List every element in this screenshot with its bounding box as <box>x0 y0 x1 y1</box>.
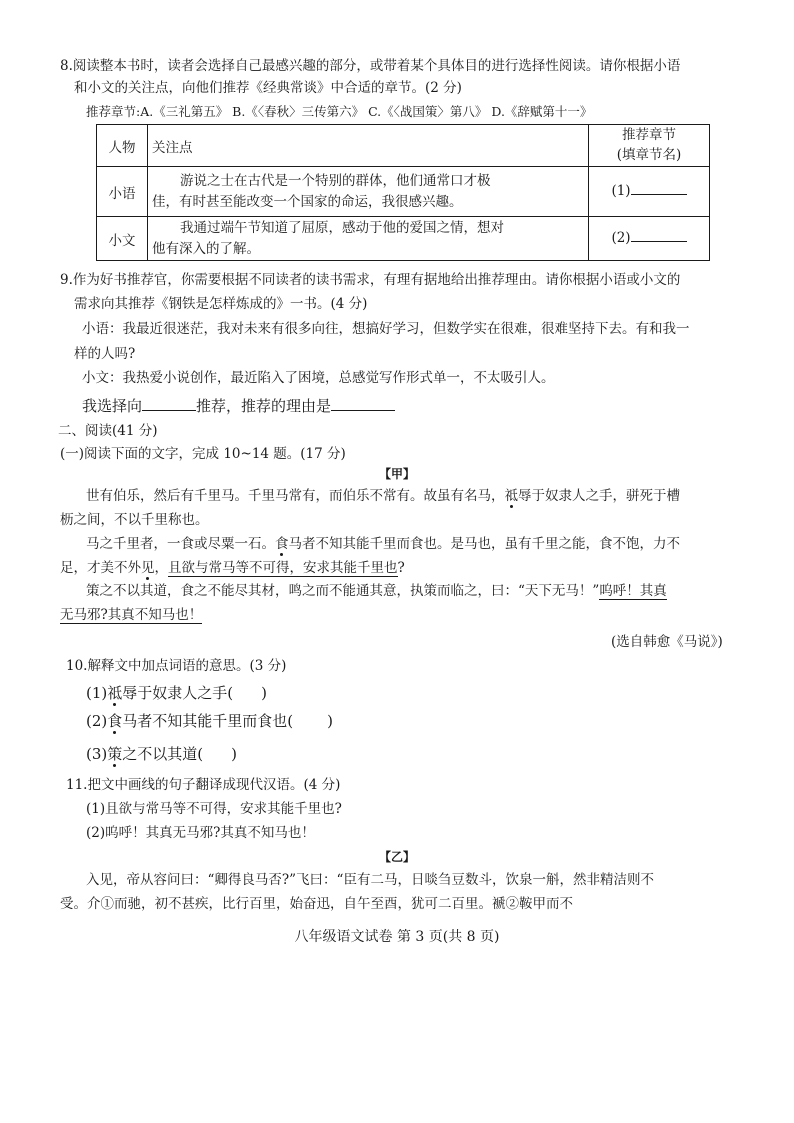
q11-stem: 11.把文中画线的句子翻译成现代汉语。(4 分) <box>66 777 341 793</box>
jia-line2: 枥之间，不以千里称也。 <box>60 512 209 528</box>
dotted-word: 策 <box>107 745 123 763</box>
q9-stem-line1: 9.作为好书推荐官，你需要根据不同读者的读书需求，有理有据地给出推荐理由。请你根据小语或小文的 <box>60 272 681 288</box>
passage-jia-title: 【甲】 <box>378 467 415 481</box>
row-focus-line1: 我通过端午节知道了屈原，感动于他的爱国之情，想对 <box>180 219 504 236</box>
paren-close: ) <box>327 712 333 730</box>
answer-blank-1[interactable] <box>631 194 687 195</box>
item-text: 之不以其道 <box>122 745 198 763</box>
header-focus: 关注点 <box>148 125 589 167</box>
q10-item-3 <box>86 745 237 763</box>
q11-item-1: (1)且欲与常马等不可得，安求其能千里也? <box>86 801 342 817</box>
jia-text: 马者不知其能千里而食也。是马也，虽有千里之能，食不饱，力不 <box>288 536 680 552</box>
paren-open: ( <box>197 745 204 763</box>
jia-text: 策之不以其道，食之不能尽其材，鸣之而不能通其意，执策而临之，曰：“天下无马！” <box>86 583 600 599</box>
header-chapter <box>589 125 710 167</box>
jia-source: (选自韩愈《马说》) <box>611 634 723 650</box>
jia-line3 <box>86 536 680 552</box>
q9-person-blank[interactable] <box>142 410 196 411</box>
q10-stem: 10.解释文中加点词语的意思。(3 分) <box>66 658 287 674</box>
answer-blank-2[interactable] <box>631 241 687 242</box>
q11-item-2: (2)呜呼！其真无马邪?其真不知马也！ <box>86 825 315 841</box>
jia-text: ? <box>397 560 405 576</box>
row-focus-line2: 佳，有时甚至能改变一个国家的命运，我很感兴趣。 <box>152 193 463 210</box>
jia-text: 马之千里者，一食或尽粟一石。 <box>86 536 275 552</box>
yi-line1: 入见，帝从容问曰：“卿得良马否?”飞曰：“臣有二马，日啖刍豆数斗，饮泉一斛，然非精洁则不 <box>86 872 654 888</box>
paren-close: ) <box>231 745 237 763</box>
table-row <box>97 217 710 261</box>
row-focus <box>148 167 589 217</box>
yi-line2: 受。介①而驰，初不甚疾，比行百里，始奋迅，自午至酉，犹可二百里。褫②鞍甲而不 <box>60 896 573 912</box>
page-footer: 八年级语文试卷 第 3 页(共 8 页) <box>294 929 500 945</box>
item-text: 马者不知其能千里而食也 <box>122 712 288 730</box>
header-person: 人物 <box>97 125 148 167</box>
q8-stem-line2: 和小文的关注点，向他们推荐《经典常谈》中合适的章节。(2 分) <box>74 80 462 96</box>
dotted-word: 食 <box>275 536 289 552</box>
dotted-word: 祗 <box>504 488 518 504</box>
underlined-sentence: 且欲与常马等不可得，安求其能千里也 <box>168 560 398 576</box>
recommendation-table <box>96 124 710 261</box>
part-heading: (一)阅读下面的文字，完成 10~14 题。(17 分) <box>60 446 346 462</box>
dotted-word: 食 <box>107 712 123 730</box>
q9-stem-line2: 需求向其推荐《钢铁是怎样炼成的》一书。(4 分) <box>74 296 368 312</box>
row-person: 小语 <box>97 167 148 217</box>
answer-number: (1) <box>611 182 631 199</box>
q9-answer-middle: 推荐，推荐的理由是 <box>196 397 332 415</box>
table-header-row <box>97 125 710 167</box>
underlined-sentence: 无马邪?其真不知马也！ <box>60 607 203 623</box>
q8-options: 推荐章节:A.《三礼第五》 B.《〈春秋〉三传第六》 C.《〈战国策〉第八》 D.《辞赋第十一》 <box>86 104 593 119</box>
q9-xiaowen: 小文：我热爱小说创作，最近陷入了困境，总感觉写作形式单一，不太吸引人。 <box>82 370 555 386</box>
q9-reason-blank[interactable] <box>331 410 395 411</box>
q10-item-1 <box>86 684 267 702</box>
q9-answer-line <box>82 397 395 415</box>
q10-item-2 <box>86 712 333 730</box>
row-focus <box>148 217 589 261</box>
dotted-word: 祗 <box>107 684 123 702</box>
answer-number: (2) <box>611 229 631 246</box>
item-number: (1) <box>86 684 108 702</box>
q9-xiaoyu-line1: 小语：我最近很迷茫，我对未来有很多向往，想搞好学习，但数学实在很难，很难坚持下去。有和我一 <box>82 321 690 337</box>
item-number: (3) <box>86 745 108 763</box>
q8-stem-line1: 8.阅读整本书时，读者会选择自己最感兴趣的部分，或带着某个具体目的进行选择性阅读。请你根据小语 <box>60 58 681 74</box>
jia-text: 辱于奴隶人之手，骈死于槽 <box>518 488 680 504</box>
item-text: 辱于奴隶人之手 <box>122 684 228 702</box>
underlined-sentence: 呜呼！其真 <box>599 583 667 599</box>
table-row <box>97 167 710 217</box>
jia-text: 世有伯乐，然后有千里马。千里马常有，而伯乐不常有。故虽有名马， <box>86 488 505 504</box>
q9-xiaoyu-line2: 样的人吗? <box>74 346 136 362</box>
row-person: 小文 <box>97 217 148 261</box>
header-chapter-line2: (填章节名) <box>616 146 682 163</box>
jia-line4 <box>60 560 405 576</box>
row-answer <box>589 217 710 261</box>
jia-line1 <box>86 488 680 504</box>
header-chapter-line1: 推荐章节 <box>622 126 676 143</box>
jia-line5 <box>86 583 667 599</box>
jia-line6 <box>60 607 202 623</box>
dotted-word: 见 <box>141 560 155 576</box>
paren-open: ( <box>287 712 294 730</box>
section-heading: 二、阅读(41 分) <box>58 423 158 439</box>
jia-text: ， <box>154 560 168 576</box>
q9-answer-prefix: 我选择向 <box>82 397 143 415</box>
paren-open: ( <box>227 684 234 702</box>
item-number: (2) <box>86 712 108 730</box>
row-answer <box>589 167 710 217</box>
row-focus-line1: 游说之士在古代是一个特别的群体，他们通常口才极 <box>180 172 491 189</box>
passage-yi-title: 【乙】 <box>378 850 415 864</box>
jia-text: 足，才美不外 <box>60 560 141 576</box>
row-focus-line2: 他有深入的了解。 <box>152 240 260 257</box>
paren-close: ) <box>261 684 267 702</box>
